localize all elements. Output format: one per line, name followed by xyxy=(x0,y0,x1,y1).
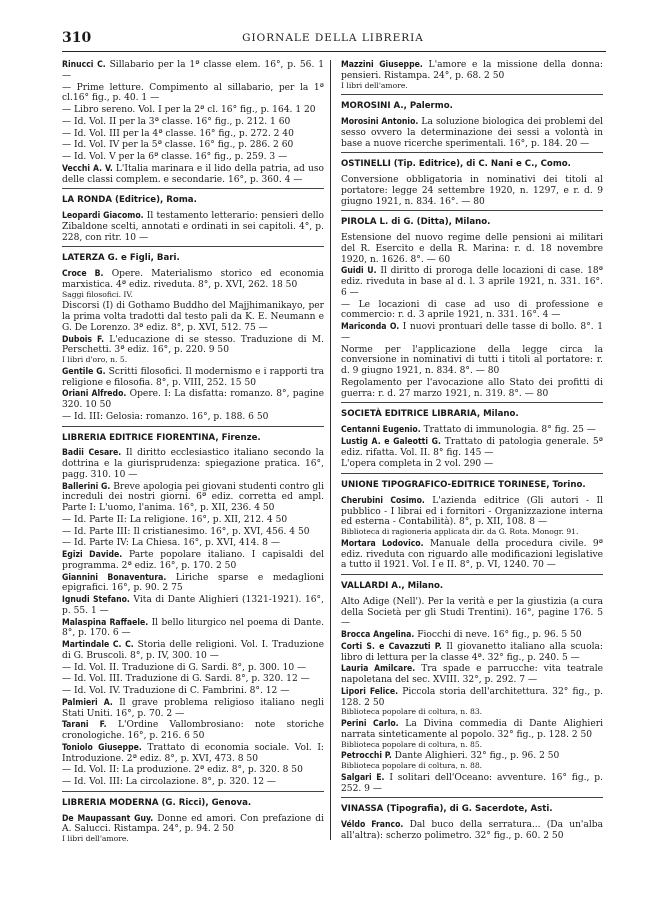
catalog-entry xyxy=(62,140,324,151)
entry-author: Egizi Davide. xyxy=(62,550,123,560)
catalog-entry xyxy=(62,663,324,674)
entry-text: L'Ordine Vallombrosiano: note storiche cronologiche. 16°, p. 216. 6 50 xyxy=(62,720,324,741)
entry-author: Ignudi Stefano. xyxy=(62,595,130,605)
entry-author: Véldo Franco. xyxy=(341,820,404,830)
catalog-entry xyxy=(62,814,324,845)
entry-series-note: Saggi filosofici. IV. xyxy=(62,289,133,299)
entry-series-note: Biblioteca popolare di coltura, n. 83. xyxy=(341,707,483,717)
entry-text: 16° fig., p. 40. 1 — xyxy=(72,93,160,104)
catalog-entry xyxy=(62,538,324,549)
entry-author: Vecchi A. V. xyxy=(62,163,113,174)
entry-text: Il grave problema religioso italiano negli Stati Uniti. 16°, p. 70. 2 — xyxy=(62,697,324,719)
entry-text: Trattato di patologia generale. 5ª ediz. rifatta. Vol. II. 8° fig. 145 — xyxy=(341,436,603,458)
catalog-entry xyxy=(62,117,324,128)
right-column xyxy=(341,60,603,843)
entry-text: — Prime letture. Compimento al sillabario, per la 1ª cl. xyxy=(62,82,324,104)
catalog-entry xyxy=(62,618,324,640)
entry-text: Trattato di immunologia. 8° fig. 25 — xyxy=(423,425,596,435)
entry-author: Oriani Alfredo. xyxy=(62,389,127,400)
entry-author: Salgari E. xyxy=(341,772,385,783)
catalog-entry xyxy=(62,595,324,617)
catalog-entry xyxy=(62,698,324,720)
catalog-entry xyxy=(62,105,324,116)
catalog-entry xyxy=(62,83,324,105)
entry-text: L'azienda editrice (Gli autori - Il pubblico - I librai ed i fornitori - Organizzazione interna ed esterna - Contabilità). 8°, p. XII, 108. 8 — xyxy=(341,495,603,528)
publisher-heading: UNIONE TIPOGRAFICO-EDITRICE TORINESE, Torino. xyxy=(341,473,603,496)
entry-text: Dante Alighieri. 32° fig., p. 96. 2 50 xyxy=(394,751,560,762)
entry-text: Discorsi (I) di Gothamo Buddho del Majjhimanikayo, per la prima volta tradotti dal testo pali da K. E. Neumann e G. De Lorenzo. 3ª ediz. 8°, p. XVI, 512. 75 — xyxy=(62,301,324,333)
header-rule xyxy=(62,51,606,52)
catalog-entry xyxy=(341,425,603,436)
entry-text: Estensione del nuovo regime delle pensioni ai militari del R. Esercito e della R. Marina: r. d. 18 novembre 1920, n. 1626. 8°. — 60 xyxy=(341,233,603,265)
catalog-entry xyxy=(62,211,324,243)
catalog-entry xyxy=(62,527,324,538)
entry-text: Manuale della procedura civile. 9ª ediz. riveduta con riguardo alle modificazioni legislative a tutto il 1921. Vol. I e II. 8°, p. VI, 1240. 70 — xyxy=(341,538,603,571)
entry-text: — Id. Vol. V per la 6ª classe. 16° fig., p. 259. 3 — xyxy=(62,152,288,162)
entry-text: L'amore e la missione della donna: pensieri. Ristampa. 24°, p. 68. 2 50 xyxy=(341,60,603,81)
entry-author: De Maupassant Guy. xyxy=(62,813,154,824)
column-divider xyxy=(330,60,331,840)
catalog-entry xyxy=(62,301,324,333)
left-column xyxy=(62,60,324,846)
entry-author: Badii Cesare. xyxy=(62,448,122,459)
journal-title: GIORNALE DELLA LIBRERIA xyxy=(242,32,424,44)
catalog-entry xyxy=(341,266,603,298)
entry-author: Tarani F. xyxy=(62,720,107,731)
entry-text: — Id. Vol. II: La produzione. 2ª ediz. 8°, p. 320. 8 50 xyxy=(62,765,303,776)
catalog-entry xyxy=(341,322,603,344)
entry-text: Opere. Materialismo storico ed economia marxistica. 4ª ediz. riveduta. 8°, p. XVI, 262. 18 50 xyxy=(62,269,324,290)
publisher-heading: LIBRERIA EDITRICE FIORENTINA, Firenze. xyxy=(62,426,324,449)
publisher-heading: VINASSA (Tipografia), di G. Sacerdote, Asti. xyxy=(341,797,603,820)
entry-text: Opere. I: La disfatta: romanzo. 8°, pagine 320. 10 50 xyxy=(62,389,324,410)
catalog-entry xyxy=(62,743,324,765)
catalog-entry xyxy=(62,412,324,423)
publisher-heading: LA RONDA (Editrice), Roma. xyxy=(62,188,324,211)
catalog-entry xyxy=(341,117,603,149)
catalog-entry xyxy=(341,437,603,459)
catalog-entry xyxy=(341,597,603,629)
catalog-entry xyxy=(62,686,324,697)
catalog-entry xyxy=(62,60,324,82)
entry-author: Lipori Felice. xyxy=(341,686,399,697)
entry-author: Cherubini Cosimo. xyxy=(341,495,425,506)
entry-series-note: Biblioteca di ragioneria applicata dir. da G. Rota. Monogr. 91. xyxy=(341,527,579,536)
publisher-heading: VALLARDI A., Milano. xyxy=(341,574,603,597)
entry-text: — Id. Parte III: Il cristianesimo. 16°, p. XVI, 456. 4 50 xyxy=(62,526,310,537)
entry-text: La Divina commedia di Dante Alighieri narrata sinteticamente al popolo. 32° fig., p. 128. 2 50 xyxy=(341,719,603,740)
entry-text: Fiocchi di neve. 16° fig., p. 96. 5 50 xyxy=(417,630,582,640)
entry-author: Mariconda O. xyxy=(341,322,400,332)
catalog-entry xyxy=(341,378,603,400)
catalog-entry xyxy=(62,720,324,742)
catalog-entry xyxy=(341,773,603,795)
entry-author: Leopardi Giacomo. xyxy=(62,211,144,221)
entry-author: Mortara Lodovico. xyxy=(341,538,424,549)
catalog-entry xyxy=(62,269,324,300)
entry-author: Lustig A. e Galeotti G. xyxy=(341,436,441,447)
entry-text: Scritti filosofici. Il modernismo e i rapporti tra religione e filosofia. 8°, p. VIII, 252. 15 50 xyxy=(62,366,324,388)
entry-text: Il diritto ecclesiastico italiano secondo la dottrina e la giurisprudenza: spiegazione pratica. 16°, pagg. 310. 10 — xyxy=(62,448,324,480)
catalog-entry xyxy=(62,367,324,389)
catalog-entry xyxy=(341,751,603,772)
entry-series-note: I libri dell'amore. xyxy=(62,834,129,843)
page-number: 310 xyxy=(62,30,92,46)
entry-series-note: Biblioteca popolare di coltura, n. 88. xyxy=(341,761,483,770)
entry-text: Tra spade e parrucche: vita teatrale napoletana del sec. XVIII. 32°, p. 292. 7 — xyxy=(341,664,603,685)
entry-text: — Id. Vol. IV. Traduzione di C. Fambrini. 8°. 12 — xyxy=(62,686,290,696)
catalog-entry xyxy=(341,345,603,377)
catalog-entry xyxy=(62,164,324,186)
entry-text: Vita di Dante Alighieri (1321-1921). 16°, p. 55. 1 — xyxy=(62,595,324,616)
entry-author: Corti S. e Cavazzuti P. xyxy=(341,641,442,652)
entry-text: Il bello liturgico nel poema di Dante. 8°, p. 170. 6 — xyxy=(62,617,324,639)
entry-series-note: I libri dell'amore. xyxy=(341,80,408,90)
entry-text: L'Italia marinara e il lido della patria, ad uso delle classi complem. e secondarie. 16°, p. 360. 4 — xyxy=(62,163,324,185)
entry-text: — Id. Vol. IV per la 5ª classe. 16° fig., p. 286. 2 60 xyxy=(62,140,294,151)
catalog-entry xyxy=(341,233,603,265)
entry-author: Guidi U. xyxy=(341,266,377,277)
entry-text: Donne ed amori. Con prefazione di A. Salucci. Ristampa. 24°, p. 94. 2 50 xyxy=(62,813,325,835)
publisher-heading: MOROSINI A., Palermo. xyxy=(341,94,603,117)
entry-text: Il testamento letterario: pensieri dello Zibaldone scelti, annotati e ordinati in sei capitoli. 4°, p. 228, con ritr. 10 — xyxy=(62,211,324,243)
catalog-entry xyxy=(341,642,603,664)
entry-author: Croce B. xyxy=(62,269,104,279)
entry-text: Il diritto di proroga delle locazioni di case. 18ª ediz. riveduta in base al d. l. 3 aprile 1921, n. 331. 16°. 6 — xyxy=(341,266,603,298)
entry-author: Ballerini G. xyxy=(62,481,111,492)
entry-author: Centanni Eugenio. xyxy=(341,425,421,435)
entry-author: Mazzini Giuseppe. xyxy=(341,60,423,70)
catalog-entry xyxy=(341,630,603,641)
catalog-entry xyxy=(341,539,603,571)
catalog-entry xyxy=(62,448,324,480)
entry-text: Alto Adige (Nell'). Per la verità e per la giustizia (a cura della Società per gli Studi Trentini). 16°, pagine 176. 5 — xyxy=(341,596,603,629)
entry-text: Breve apologia pei giovani studenti contro gli increduli dei nostri giorni. 6ª ediz. corretta ed ampl. Parte I: L'uomo, l'anima. 16°, p. XII, 236. 4 50 xyxy=(62,481,324,513)
catalog-entry xyxy=(341,820,603,842)
entry-author: Dubois F. xyxy=(62,334,105,345)
catalog-entry xyxy=(62,515,324,526)
entry-text: Norme per l'applicazione della legge circa la conversione in nominativi di tutti i titoli al portatore: r. d. 9 giugno 1921, n. 834. 8°. — 80 xyxy=(341,344,603,376)
entry-author: Palmieri A. xyxy=(62,697,113,708)
entry-text: — Le locazioni di case ad uso di professione e commercio: r. d. 3 aprile 1921, n. 331. 16°. 4 — xyxy=(341,299,603,321)
entry-author: Gentile G. xyxy=(62,366,106,377)
entry-text: — Id. Vol. III: La circolazione. 8°, p. 320. 12 — xyxy=(62,777,277,787)
entry-text: Storia delle religioni. Vol. I. Traduzione di G. Bruscoli. 8°, p. IV, 300. 10 — xyxy=(62,640,324,661)
catalog-entry xyxy=(62,674,324,685)
entry-text: I nuovi prontuari delle tasse di bollo. 8°. 1 — xyxy=(341,322,603,343)
page-header xyxy=(62,30,604,48)
entry-text: Piccola storia dell'architettura. 32° fig., p. 128. 2 50 xyxy=(341,686,603,708)
entry-author: Martindale C. C. xyxy=(62,640,134,650)
publisher-heading: LATERZA G. e Figli, Bari. xyxy=(62,246,324,269)
catalog-entry xyxy=(62,777,324,788)
publisher-heading: PIROLA L. di G. (Ditta), Milano. xyxy=(341,210,603,233)
entry-author: Lauria Amilcare. xyxy=(341,664,416,675)
entry-text: — Id. Vol. II. Traduzione di G. Sardi. 8°, p. 300. 10 — xyxy=(62,662,307,673)
catalog-entry xyxy=(62,335,324,366)
catalog-entry xyxy=(341,175,603,207)
publisher-heading: SOCIETÀ EDITRICE LIBRARIA, Milano. xyxy=(341,402,603,425)
entry-text: — Id. Vol. III. Traduzione di G. Sardi. 8°, p. 320. 12 — xyxy=(62,674,310,685)
entry-text: Liriche sparse e medaglioni epigrafici. 16°, p. 90. 2 75 xyxy=(62,572,324,594)
catalog-entry xyxy=(62,389,324,411)
entry-author: Morosini Antonio. xyxy=(341,117,419,127)
catalog-entry xyxy=(341,719,603,750)
catalog-entry xyxy=(341,60,603,91)
entry-text: — Libro sereno. Vol. I per la 2ª cl. 16° fig., p. 164. 1 20 xyxy=(62,105,316,115)
publisher-heading: LIBRERIA MODERNA (G. Ricci), Genova. xyxy=(62,791,324,814)
entry-text: Trattato di economia sociale. Vol. I: Introduzione. 2ª ediz. 8°, p. XVI, 473. 8 50 xyxy=(62,742,324,764)
catalog-entry xyxy=(341,300,603,322)
catalog-entry xyxy=(341,459,603,470)
catalog-entry xyxy=(341,664,603,686)
entry-author: Malaspina Raffaele. xyxy=(62,617,149,628)
entry-text: — Id. Parte IV: La Chiesa. 16°, p. XVI, 414. 8 — xyxy=(62,538,280,549)
catalog-entry xyxy=(62,765,324,776)
entry-text: Il giovanetto italiano alla scuola: libro di lettura per la classe 4ª. 32° fig., p. 240. 5 — xyxy=(341,641,603,663)
entry-text: — Id. Vol. II per la 3ª classe. 16° fig., p. 212. 1 60 xyxy=(62,116,291,127)
entry-text: — Id. III: Gelosia: romanzo. 16°, p. 188. 6 50 xyxy=(62,411,269,422)
entry-series-note: I libri d'oro, n. 5. xyxy=(62,355,128,364)
entry-author: Brocca Angelina. xyxy=(341,630,415,640)
catalog-entry xyxy=(62,550,324,572)
entry-text: — Id. Parte II: La religione. 16°, p. XII, 212. 4 50 xyxy=(62,514,288,525)
catalog-entry xyxy=(62,640,324,662)
catalog-entry xyxy=(62,482,324,514)
catalog-entry xyxy=(62,129,324,140)
catalog-entry xyxy=(62,152,324,163)
entry-text: L'opera completa in 2 vol. 290 — xyxy=(341,459,494,470)
entry-text: — Id. Vol. III per la 4ª classe. 16° fig., p. 272. 2 40 xyxy=(62,128,294,139)
catalog-entry xyxy=(341,496,603,538)
entry-series-note: Biblioteca popolare di coltura, n. 85. xyxy=(341,739,483,749)
publisher-heading: OSTINELLI (Tip. Editrice), di C. Nani e C., Como. xyxy=(341,152,603,175)
entry-text: Parte popolare italiano. I capisaldi del programma. 2ª ediz. 16°, p. 170. 2 50 xyxy=(62,550,324,571)
entry-author: Toniolo Giuseppe. xyxy=(62,742,142,753)
entry-text: Dal buco della serratura... (Da un'alba all'altra): scherzo polimetro. 32° fig., p. 60. 2 50 xyxy=(341,820,603,841)
catalog-entry xyxy=(341,687,603,718)
catalog-entry xyxy=(62,573,324,595)
entry-author: Petrocchi P. xyxy=(341,751,392,762)
entry-text: Conversione obbligatoria in nominativi dei titoli al portatore: legge 24 settembre 1920, n. 1297, e r. d. 9 giugno 1921, n. 834. 16°. — 80 xyxy=(341,175,603,207)
entry-text: Regolamento per l'avocazione allo Stato dei profitti di guerra: r. d. 27 marzo 1921, n. 319. 8°. — 80 xyxy=(341,377,603,399)
entry-text: L'educazione di se stesso. Traduzione di M. Perschetti. 3ª ediz. 16°, p. 220. 9 50 xyxy=(62,334,325,356)
entry-text: La soluzione biologica dei problemi del sesso ovvero la determinazione dei sessi a volontà in base a nuove ricerche sperimentali. 16°, p. 184. 20 — xyxy=(341,117,603,149)
entry-text: Sillabario per la 1ª classe elem. 16°, p. 56. 1 — xyxy=(62,60,324,81)
entry-author: Giannini Bonaventura. xyxy=(62,572,167,583)
entry-text: I solitari dell'Oceano: avventure. 16° fig., p. 252. 9 — xyxy=(341,772,603,794)
entry-author: Perini Carlo. xyxy=(341,719,399,729)
entry-author: Rinucci C. xyxy=(62,60,106,70)
